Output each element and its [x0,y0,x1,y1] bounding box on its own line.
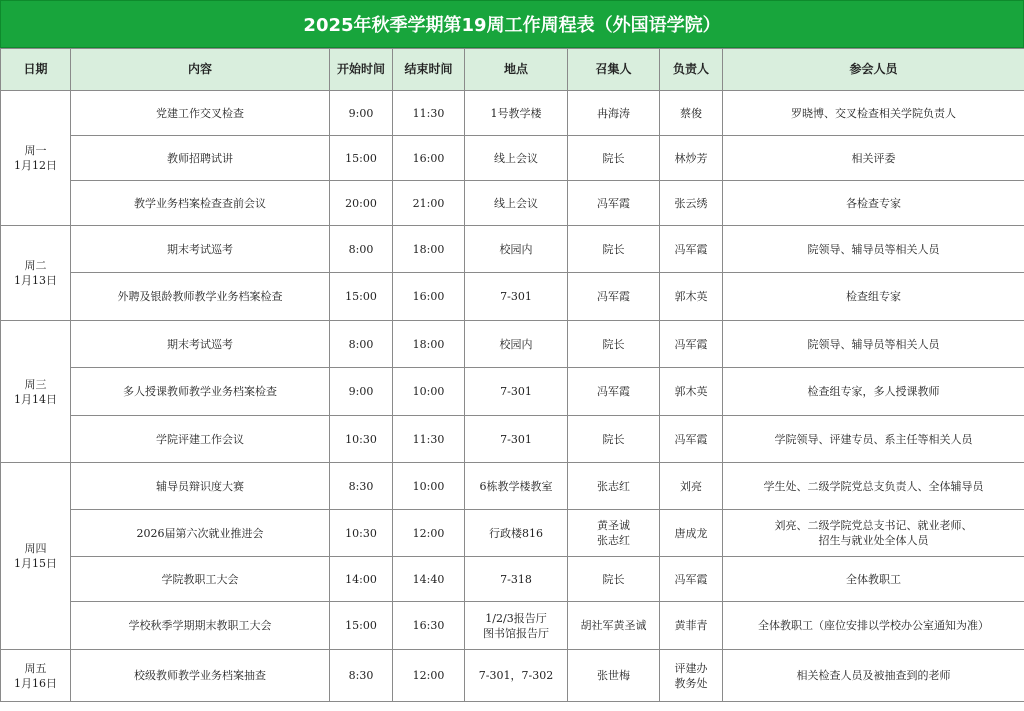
day-name: 周四 [24,542,47,555]
place-cell: 校园内 [465,226,568,273]
day-date: 1月12日 [14,159,57,172]
attendees-cell: 学生处、二级学院党总支负责人、全体辅导员 [723,463,1024,510]
column-header: 负责人 [660,49,723,91]
day-date: 1月13日 [14,274,57,287]
attendees-cell: 检查组专家 [723,273,1024,321]
owner-cell: 郭木英 [660,273,723,321]
owner-cell: 郭木英 [660,368,723,416]
place-line: 1/2/3报告厅 [485,611,547,625]
content-cell: 学院评建工作会议 [71,416,330,463]
place-cell: 1号教学楼 [465,91,568,136]
attendees-cell: 全体教职工（座位安排以学校办公室通知为准） [723,602,1024,650]
content-cell: 学校秋季学期期末教职工大会 [71,602,330,650]
owner-cell [660,650,723,702]
start-time-cell: 8:30 [330,463,393,510]
end-time-cell: 12:00 [393,650,465,702]
place-cell: 7-318 [465,557,568,602]
table-row [1,273,1024,321]
content-cell: 学院教职工大会 [71,557,330,602]
day-cell [1,226,71,321]
day-date: 1月16日 [14,676,57,690]
day-date: 1月14日 [14,392,57,406]
day-date: 1月15日 [14,557,57,570]
column-header: 日期 [1,49,71,91]
convener-name: 张志红 [597,534,630,547]
end-time-cell: 11:30 [393,416,465,463]
day-name: 周五 [24,661,47,675]
table-row [1,91,1024,136]
content-cell: 多人授课教师教学业务档案检查 [71,368,330,416]
place-cell [465,602,568,650]
attendees-cell: 学院领导、评建专员、系主任等相关人员 [723,416,1024,463]
end-time-cell: 11:30 [393,91,465,136]
table-row [1,650,1024,702]
place-cell: 7-301，7-302 [465,650,568,702]
content-cell: 2026届第六次就业推进会 [71,510,330,557]
content-cell: 教学业务档案检查查前会议 [71,181,330,226]
convener-cell: 张世梅 [568,650,660,702]
attendees-cell: 全体教职工 [723,557,1024,602]
table-row [1,557,1024,602]
convener-name: 黄圣诚 [597,519,630,532]
content-cell: 期末考试巡考 [71,226,330,273]
owner-cell: 冯军霞 [660,557,723,602]
convener-cell: 冉海涛 [568,91,660,136]
owner-cell: 黄菲青 [660,602,723,650]
start-time-cell: 15:00 [330,136,393,181]
table-row [1,510,1024,557]
attendees-cell: 检查组专家，多人授课教师 [723,368,1024,416]
attendees-cell: 相关评委 [723,136,1024,181]
place-line: 图书馆报告厅 [483,626,549,640]
place-cell: 6栋教学楼教室 [465,463,568,510]
place-cell: 校园内 [465,321,568,368]
end-time-cell: 16:00 [393,273,465,321]
start-time-cell: 9:00 [330,91,393,136]
table-row [1,181,1024,226]
start-time-cell: 15:00 [330,273,393,321]
convener-cell: 张志红 [568,463,660,510]
day-cell [1,463,71,650]
end-time-cell: 16:00 [393,136,465,181]
attendees-line: 招生与就业处全体人员 [818,534,929,547]
page-title: 2025年秋季学期第19周工作周程表（外国语学院） [0,0,1024,48]
column-header: 召集人 [568,49,660,91]
table-row [1,226,1024,273]
start-time-cell: 15:00 [330,602,393,650]
table-row [1,463,1024,510]
owner-cell: 林炒芳 [660,136,723,181]
content-cell: 校级教师教学业务档案抽查 [71,650,330,702]
content-cell: 党建工作交叉检查 [71,91,330,136]
start-time-cell: 8:30 [330,650,393,702]
content-cell: 教师招聘试讲 [71,136,330,181]
table-row [1,416,1024,463]
convener-cell: 院长 [568,136,660,181]
start-time-cell: 9:00 [330,368,393,416]
day-name: 周三 [24,377,47,391]
end-time-cell: 10:00 [393,368,465,416]
owner-cell: 蔡俊 [660,91,723,136]
attendees-cell: 院领导、辅导员等相关人员 [723,226,1024,273]
table-row [1,136,1024,181]
attendees-cell [723,510,1024,557]
day-cell [1,650,71,702]
start-time-cell: 8:00 [330,226,393,273]
content-cell: 外聘及银龄教师教学业务档案检查 [71,273,330,321]
attendees-cell: 罗晓博、交叉检查相关学院负责人 [723,91,1024,136]
table-row [1,321,1024,368]
header-row [1,49,1024,91]
day-cell [1,91,71,226]
attendees-cell: 相关检查人员及被抽查到的老师 [723,650,1024,702]
end-time-cell: 18:00 [393,321,465,368]
owner-cell: 冯军霞 [660,321,723,368]
place-cell: 7-301 [465,273,568,321]
day-cell [1,321,71,463]
owner-cell: 唐成龙 [660,510,723,557]
column-header: 结束时间 [393,49,465,91]
convener-cell [568,510,660,557]
place-cell: 7-301 [465,416,568,463]
attendees-cell: 各检查专家 [723,181,1024,226]
place-cell: 线上会议 [465,181,568,226]
convener-cell: 冯军霞 [568,368,660,416]
table-row [1,368,1024,416]
convener-cell: 胡社军黄圣诚 [568,602,660,650]
owner-cell: 张云绣 [660,181,723,226]
convener-cell: 院长 [568,557,660,602]
owner-line: 评建办 [674,661,708,675]
content-cell: 辅导员辩识度大赛 [71,463,330,510]
start-time-cell: 8:00 [330,321,393,368]
convener-cell: 院长 [568,226,660,273]
start-time-cell: 14:00 [330,557,393,602]
day-name: 周二 [24,259,47,272]
place-cell: 7-301 [465,368,568,416]
column-header: 开始时间 [330,49,393,91]
attendees-cell: 院领导、辅导员等相关人员 [723,321,1024,368]
start-time-cell: 10:30 [330,510,393,557]
end-time-cell: 10:00 [393,463,465,510]
start-time-cell: 20:00 [330,181,393,226]
owner-cell: 刘亮 [660,463,723,510]
convener-cell: 院长 [568,416,660,463]
content-cell: 期末考试巡考 [71,321,330,368]
end-time-cell: 21:00 [393,181,465,226]
owner-cell: 冯军霞 [660,416,723,463]
attendees-line: 刘亮、二级学院党总支书记、就业老师、 [774,519,973,532]
column-header: 参会人员 [723,49,1024,91]
end-time-cell: 18:00 [393,226,465,273]
place-cell: 线上会议 [465,136,568,181]
start-time-cell: 10:30 [330,416,393,463]
owner-line: 教务处 [674,676,708,690]
day-name: 周一 [24,144,47,157]
schedule-table [0,48,1024,702]
column-header: 地点 [465,49,568,91]
place-cell: 行政楼816 [465,510,568,557]
column-header: 内容 [71,49,330,91]
convener-cell: 冯军霞 [568,181,660,226]
table-row [1,602,1024,650]
end-time-cell: 12:00 [393,510,465,557]
end-time-cell: 14:40 [393,557,465,602]
owner-cell: 冯军霞 [660,226,723,273]
end-time-cell: 16:30 [393,602,465,650]
convener-cell: 冯军霞 [568,273,660,321]
convener-cell: 院长 [568,321,660,368]
